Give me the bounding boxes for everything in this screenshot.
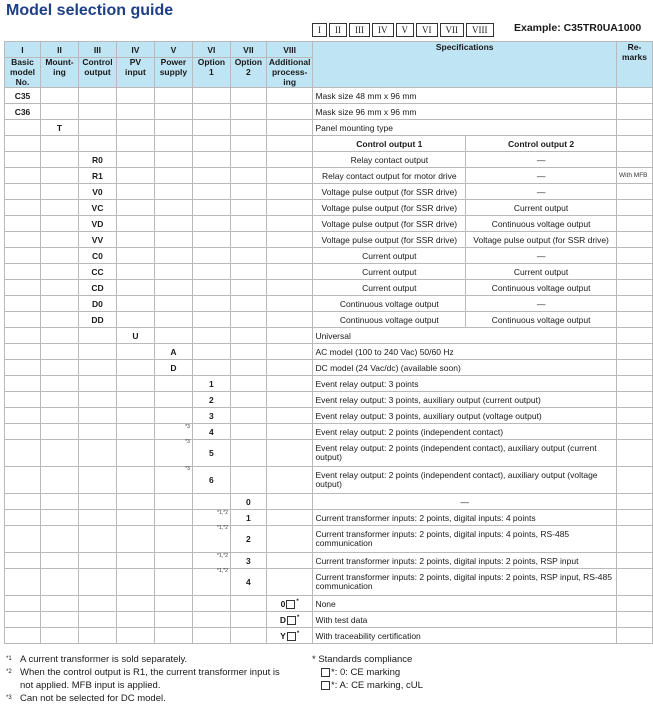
control-output-1: Voltage pulse output (for SSR drive) — [313, 232, 466, 248]
remark — [616, 408, 652, 424]
footnote — [6, 666, 290, 692]
specification: — — [313, 494, 617, 510]
option-code: VV — [78, 232, 116, 248]
table-row — [5, 216, 653, 232]
column-name: Control output — [78, 58, 116, 88]
footnote-text: Can not be selected for DC model. — [20, 693, 166, 704]
control-output-1: Continuous voltage output — [313, 312, 466, 328]
remark — [616, 88, 652, 104]
remark — [616, 392, 652, 408]
control-output-2: — — [466, 152, 617, 168]
remark — [616, 264, 652, 280]
option-code: 2 — [192, 392, 230, 408]
control-output-1-header: Control output 1 — [313, 136, 466, 152]
column-name: Option 1 — [192, 58, 230, 88]
column-name: Additional process-ing — [266, 58, 313, 88]
table-row — [5, 184, 653, 200]
table-row — [5, 104, 653, 120]
control-output-2: Continuous voltage output — [466, 280, 617, 296]
column-name: Power supply — [154, 58, 192, 88]
specification: Panel mounting type — [313, 120, 617, 136]
option-code: 4 — [192, 424, 230, 440]
standards-item: *: 0: CE marking — [331, 667, 401, 678]
control-output-2: Voltage pulse output (for SSR drive) — [466, 232, 617, 248]
example-label: Example: C35TR0UA1000 — [514, 22, 642, 34]
remark — [616, 328, 652, 344]
option-code: VC — [78, 200, 116, 216]
option-code: VD — [78, 216, 116, 232]
remark — [616, 280, 652, 296]
standards-compliance — [312, 653, 423, 692]
table-row — [5, 280, 653, 296]
specification: None — [313, 596, 617, 612]
example-box: II — [329, 23, 347, 37]
specifications-header: Specifications — [313, 42, 617, 88]
remark — [616, 526, 652, 553]
option-code: D0 — [78, 296, 116, 312]
model-selection-table — [4, 41, 653, 644]
column-roman: VIII — [266, 42, 313, 58]
specification: AC model (100 to 240 Vac) 50/60 Hz — [313, 344, 617, 360]
specification: Universal — [313, 328, 617, 344]
option-code: D — [154, 360, 192, 376]
option-code: U — [116, 328, 154, 344]
control-output-2: Continuous voltage output — [466, 312, 617, 328]
control-output-1: Current output — [313, 264, 466, 280]
remark — [616, 344, 652, 360]
specification: Event relay output: 3 points — [313, 376, 617, 392]
specification: Event relay output: 2 points (independent contact) — [313, 424, 617, 440]
table-row — [5, 296, 653, 312]
option-code: 1 — [230, 510, 266, 526]
footnote-mark: *1 — [6, 656, 12, 662]
specification: With traceability certification — [313, 628, 617, 644]
specification: Current transformer inputs: 2 points, digital inputs: 2 points, RSP input, RS-485 communication — [313, 569, 617, 596]
table-row — [5, 136, 653, 152]
specification: Mask size 96 mm x 96 mm — [313, 104, 617, 120]
option-code: R0 — [78, 152, 116, 168]
footnote — [6, 692, 290, 705]
option-code: C36 — [5, 104, 41, 120]
table-row — [5, 494, 653, 510]
footnote — [6, 653, 290, 666]
column-roman: IV — [116, 42, 154, 58]
table-row — [5, 596, 653, 612]
option-code: 5 — [192, 440, 230, 467]
table-row — [5, 569, 653, 596]
option-code: 0 — [230, 494, 266, 510]
table-row — [5, 376, 653, 392]
option-code: C0 — [78, 248, 116, 264]
specification: Event relay output: 3 points, auxiliary output (current output) — [313, 392, 617, 408]
column-roman: V — [154, 42, 192, 58]
blank-square-icon — [321, 668, 330, 677]
table-row — [5, 510, 653, 526]
table-row — [5, 628, 653, 644]
example-code-boxes — [312, 23, 494, 37]
column-name: Option 2 — [230, 58, 266, 88]
remark — [616, 296, 652, 312]
footnote-ref: *1,*2 — [192, 526, 230, 553]
specification: DC model (24 Vac/dc) (available soon) — [313, 360, 617, 376]
column-roman: VI — [192, 42, 230, 58]
option-code: 3 — [230, 553, 266, 569]
table-row — [5, 467, 653, 494]
blank-square-icon — [287, 616, 296, 625]
remark — [616, 569, 652, 596]
specification: With test data — [313, 612, 617, 628]
remark — [616, 628, 652, 644]
control-output-2: — — [466, 184, 617, 200]
example-box: IV — [372, 23, 394, 37]
option-code: V0 — [78, 184, 116, 200]
option-code: CC — [78, 264, 116, 280]
example-box: I — [312, 23, 327, 37]
specification: Mask size 48 mm x 96 mm — [313, 88, 617, 104]
standards-title: * Standards compliance — [312, 654, 413, 665]
example-box: VIII — [466, 23, 494, 37]
specification: Event relay output: 3 points, auxiliary output (voltage output) — [313, 408, 617, 424]
remark — [616, 120, 652, 136]
footnote-ref: *1,*2 — [192, 510, 230, 526]
control-output-1: Relay contact output for motor drive — [313, 168, 466, 184]
page-title: Model selection guide — [6, 2, 174, 19]
option-code: 2 — [230, 526, 266, 553]
remark — [616, 184, 652, 200]
column-name: Basic model No. — [5, 58, 41, 88]
option-code: DD — [78, 312, 116, 328]
option-code: Y * — [266, 628, 313, 644]
remark — [616, 494, 652, 510]
column-roman: III — [78, 42, 116, 58]
remark — [616, 312, 652, 328]
option-code: A — [154, 344, 192, 360]
remark — [616, 553, 652, 569]
control-output-1: Current output — [313, 280, 466, 296]
table-row — [5, 328, 653, 344]
footnote-text: When the control output is R1, the current transformer input is not applied. MFB input is applied. — [20, 667, 280, 691]
remark — [616, 360, 652, 376]
remark — [616, 376, 652, 392]
remark — [616, 467, 652, 494]
table-row — [5, 424, 653, 440]
table-row — [5, 152, 653, 168]
option-code: D * — [266, 612, 313, 628]
footnote-mark: *3 — [6, 695, 12, 701]
specification: Current transformer inputs: 2 points, digital inputs: 2 points, RSP input — [313, 553, 617, 569]
blank-square-icon — [321, 681, 330, 690]
table-row — [5, 120, 653, 136]
control-output-1: Voltage pulse output (for SSR drive) — [313, 216, 466, 232]
option-code: R1 — [78, 168, 116, 184]
table-row — [5, 392, 653, 408]
remark — [616, 104, 652, 120]
footnote-ref: *3 — [154, 467, 192, 494]
example-box: VII — [440, 23, 465, 37]
remark — [616, 152, 652, 168]
blank-square-icon — [286, 600, 295, 609]
option-code: CD — [78, 280, 116, 296]
table-row — [5, 553, 653, 569]
blank-square-icon — [287, 632, 296, 641]
specification: Event relay output: 2 points (independent contact), auxiliary output (current output) — [313, 440, 617, 467]
control-output-2: — — [466, 248, 617, 264]
footnote-text: A current transformer is sold separately. — [20, 654, 188, 665]
table-row — [5, 408, 653, 424]
remark — [616, 510, 652, 526]
option-code: 3 — [192, 408, 230, 424]
control-output-2: — — [466, 168, 617, 184]
table-row — [5, 88, 653, 104]
control-output-2-header: Control output 2 — [466, 136, 617, 152]
table-row — [5, 312, 653, 328]
table-row — [5, 360, 653, 376]
column-name: PV input — [116, 58, 154, 88]
option-code: T — [40, 120, 78, 136]
option-code: 4 — [230, 569, 266, 596]
table-row — [5, 264, 653, 280]
control-output-1: Voltage pulse output (for SSR drive) — [313, 200, 466, 216]
control-output-1: Current output — [313, 248, 466, 264]
remark: With MFB — [616, 168, 652, 184]
example-box: V — [396, 23, 415, 37]
table-row — [5, 344, 653, 360]
column-roman: II — [40, 42, 78, 58]
control-output-1: Relay contact output — [313, 152, 466, 168]
option-code: 0 * — [266, 596, 313, 612]
option-code: 6 — [192, 467, 230, 494]
footnote-mark: *2 — [6, 669, 12, 675]
remark — [616, 248, 652, 264]
table-row — [5, 526, 653, 553]
column-roman: VII — [230, 42, 266, 58]
standards-item: *: A: CE marking, cUL — [331, 680, 423, 691]
remark — [616, 424, 652, 440]
remark — [616, 200, 652, 216]
control-output-2: Continuous voltage output — [466, 216, 617, 232]
table-row — [5, 200, 653, 216]
footnotes — [6, 653, 290, 705]
remark — [616, 216, 652, 232]
table-row — [5, 612, 653, 628]
control-output-1: Continuous voltage output — [313, 296, 466, 312]
table-row — [5, 248, 653, 264]
remark — [616, 440, 652, 467]
specification: Current transformer inputs: 2 points, digital inputs: 4 points, RS-485 communication — [313, 526, 617, 553]
specification: Current transformer inputs: 2 points, digital inputs: 4 points — [313, 510, 617, 526]
remarks-header: Re-marks — [616, 42, 652, 88]
table-row — [5, 440, 653, 467]
footnote-ref: *3 — [154, 440, 192, 467]
footnote-ref: *3 — [154, 424, 192, 440]
example-box: III — [349, 23, 370, 37]
control-output-2: Current output — [466, 264, 617, 280]
table-row — [5, 168, 653, 184]
remark — [616, 232, 652, 248]
column-name: Mount-ing — [40, 58, 78, 88]
control-output-2: — — [466, 296, 617, 312]
option-code: C35 — [5, 88, 41, 104]
column-roman: I — [5, 42, 41, 58]
remark — [616, 612, 652, 628]
table-row — [5, 232, 653, 248]
example-box: VI — [416, 23, 438, 37]
specification: Event relay output: 2 points (independent contact), auxiliary output (voltage output) — [313, 467, 617, 494]
footnote-ref: *1,*2 — [192, 569, 230, 596]
control-output-1: Voltage pulse output (for SSR drive) — [313, 184, 466, 200]
option-code: 1 — [192, 376, 230, 392]
control-output-2: Current output — [466, 200, 617, 216]
footnote-ref: *1,*2 — [192, 553, 230, 569]
remark — [616, 596, 652, 612]
